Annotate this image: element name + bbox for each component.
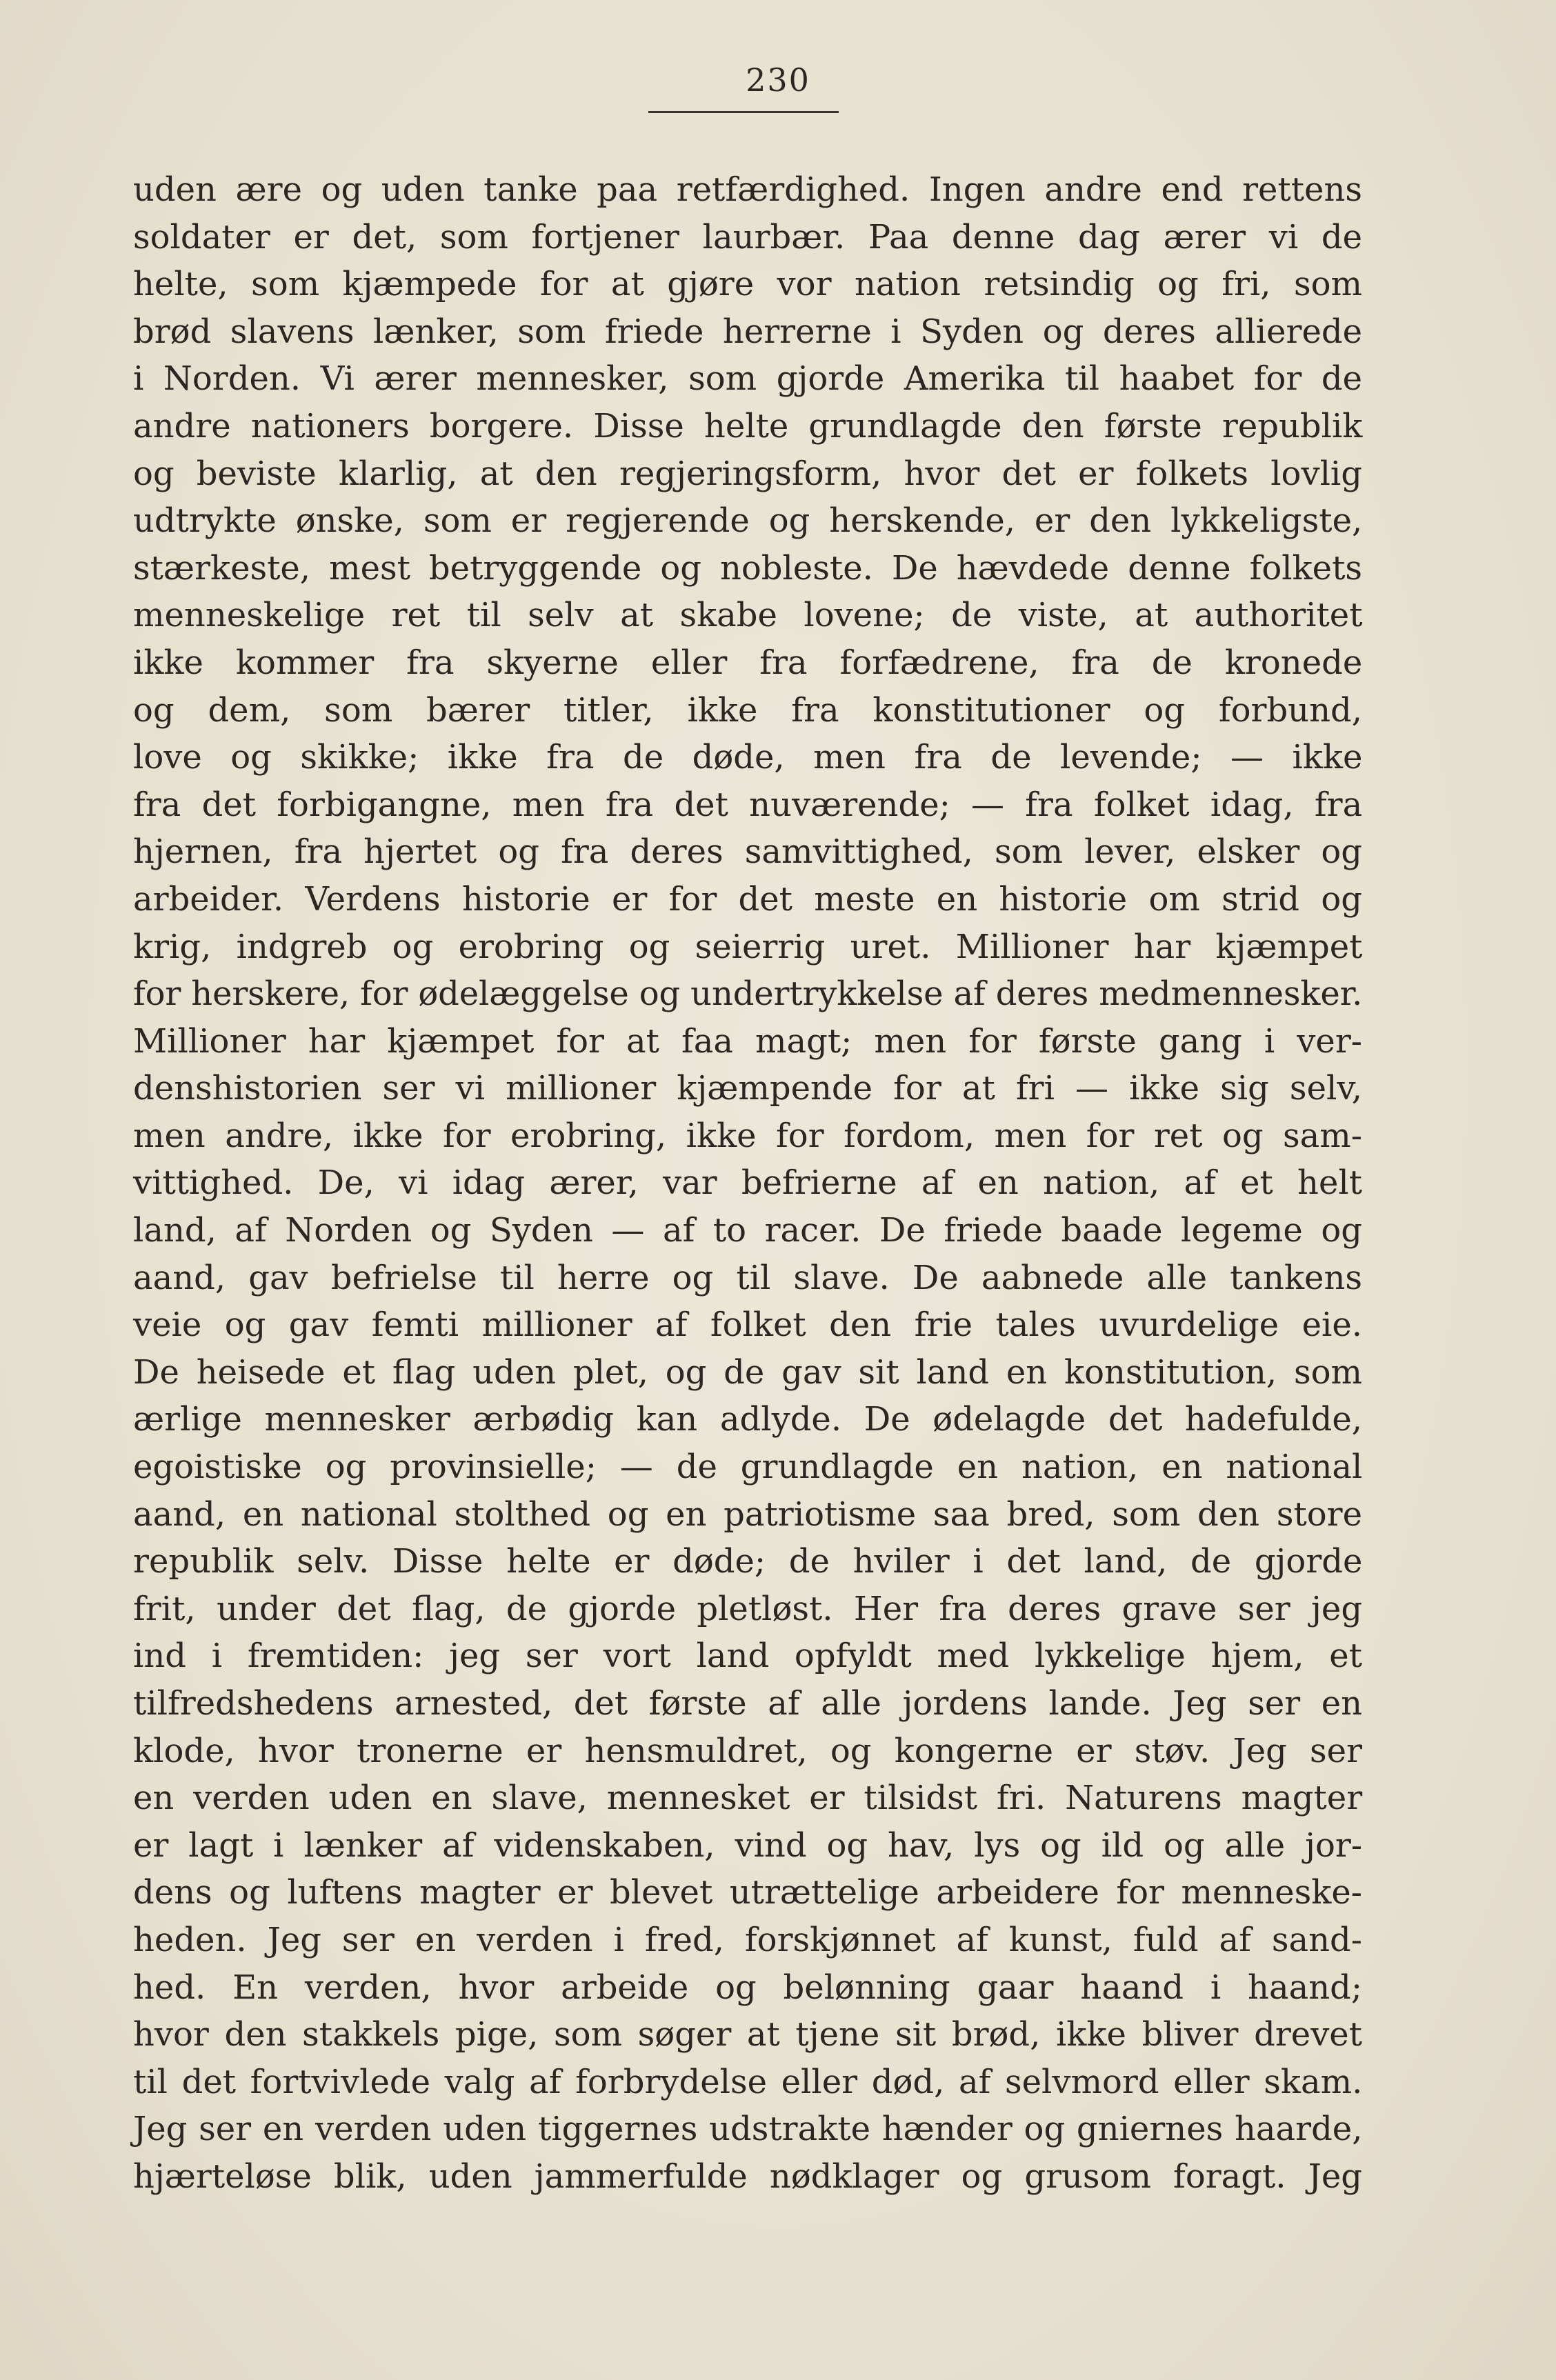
text-line: egoistiske og provinsielle; — de grundlagde en nation, en national	[133, 1448, 1363, 1487]
text-line: Jeg ser en verden uden tiggernes udstrakte hænder og gniernes haarde,	[133, 2110, 1363, 2149]
text-line: dens og luftens magter er blevet utrættelige arbeidere for menneske-	[133, 1873, 1362, 1912]
text-line: hjernen, fra hjertet og fra deres samvittighed, som lever, elsker og	[133, 832, 1362, 872]
text-line: land, af Norden og Syden — af to racer. De friede baade legeme og	[133, 1211, 1362, 1250]
text-line: Millioner har kjæmpet for at faa magt; men for første gang i ver-	[133, 1021, 1362, 1061]
text-line: arbeider. Verdens historie er for det meste en historie om strid og	[133, 879, 1362, 919]
text-line: krig, indgreb og erobring og seierrig uret. Millioner har kjæmpet	[133, 927, 1363, 966]
text-line: fra det forbigangne, men fra det nuværende; — fra folket idag, fra	[133, 785, 1363, 824]
text-line: soldater er det, som fortjener laurbær. Paa denne dag ærer vi de	[133, 217, 1362, 257]
text-line: for herskere, for ødelæggelse og undertrykkelse af deres medmennesker.	[133, 974, 1363, 1014]
text-line: ikke kommer fra skyerne eller fra forfædrene, fra de kronede	[133, 643, 1363, 682]
text-line: vittighed. De, vi idag ærer, var befrierne af en nation, af et helt	[133, 1163, 1362, 1203]
text-line: veie og gav femti millioner af folket den frie tales uvurdelige eie.	[133, 1306, 1362, 1345]
text-line: hjærteløse blik, uden jammerfulde nødklager og grusom foragt. Jeg	[133, 2157, 1362, 2196]
text-line: stærkeste, mest betryggende og nobleste. De hævdede denne folkets	[133, 548, 1362, 588]
text-line: denshistorien ser vi millioner kjæmpende for at fri — ikke sig selv,	[133, 1069, 1362, 1108]
text-line: en verden uden en slave, mennesket er tilsidst fri. Naturens magter	[133, 1779, 1363, 1818]
text-line: ærlige mennesker ærbødig kan adlyde. De ødelagde det hadefulde,	[133, 1400, 1362, 1439]
text-line: er lagt i lænker af videnskaben, vind og hav, lys og ild og alle jor-	[133, 1826, 1363, 1865]
text-line: heden. Jeg ser en verden i fred, forskjønnet af kunst, fuld af sand-	[133, 1920, 1362, 1959]
text-line: og dem, som bærer titler, ikke fra konstitutioner og forbund,	[133, 690, 1362, 730]
text-line: men andre, ikke for erobring, ikke for fordom, men for ret og sam-	[133, 1116, 1362, 1155]
text-line: brød slavens lænker, som friede herrerne i Syden og deres allierede	[133, 312, 1362, 351]
text-line: aand, gav befrielse til herre og til slave. De aabnede alle tankens	[133, 1258, 1362, 1297]
text-line: i Norden. Vi ærer mennesker, som gjorde Amerika til haabet for de	[133, 359, 1362, 399]
text-line: love og skikke; ikke fra de døde, men fra de levende; — ikke	[133, 738, 1363, 777]
text-line: klode, hvor tronerne er hensmuldret, og kongerne er støv. Jeg ser	[133, 1731, 1362, 1770]
text-line: uden ære og uden tanke paa retfærdighed. Ingen andre end rettens	[133, 170, 1362, 209]
text-line: De heisede et flag uden plet, og de gav sit land en konstitution, som	[133, 1352, 1362, 1392]
text-line: frit, under det flag, de gjorde pletløst. Her fra deres grave ser jeg	[133, 1589, 1363, 1628]
text-line: udtrykte ønske, som er regjerende og herskende, er den lykkeligste,	[133, 501, 1363, 541]
text-line: til det fortvivlede valg af forbrydelse eller død, af selvmord eller skam.	[133, 2062, 1363, 2101]
text-line: hvor den stakkels pige, som søger at tjene sit brød, ikke bliver drevet	[133, 2015, 1362, 2054]
text-line: og beviste klarlig, at den regjeringsform, hvor det er folkets lovlig	[133, 454, 1362, 493]
text-line: tilfredshedens arnested, det første af alle jordens lande. Jeg ser en	[133, 1684, 1363, 1723]
text-line: helte, som kjæmpede for at gjøre vor nation retsindig og fri, som	[133, 265, 1363, 304]
text-line: hed. En verden, hvor arbeide og belønning gaar haand i haand;	[133, 1968, 1362, 2007]
text-line: andre nationers borgere. Disse helte grundlagde den første republik	[133, 406, 1363, 446]
header-rule	[648, 111, 839, 113]
text-line: menneskelige ret til selv at skabe lovene; de viste, at authoritet	[133, 596, 1363, 635]
text-line: republik selv. Disse helte er døde; de hviler i det land, de gjorde	[133, 1542, 1363, 1581]
page-number: 230	[746, 61, 810, 99]
text-line: ind i fremtiden: jeg ser vort land opfyldt med lykkelige hjem, et	[133, 1637, 1362, 1676]
body-text	[133, 166, 1362, 2201]
text-line: aand, en national stolthed og en patriotisme saa bred, som den store	[133, 1494, 1362, 1534]
